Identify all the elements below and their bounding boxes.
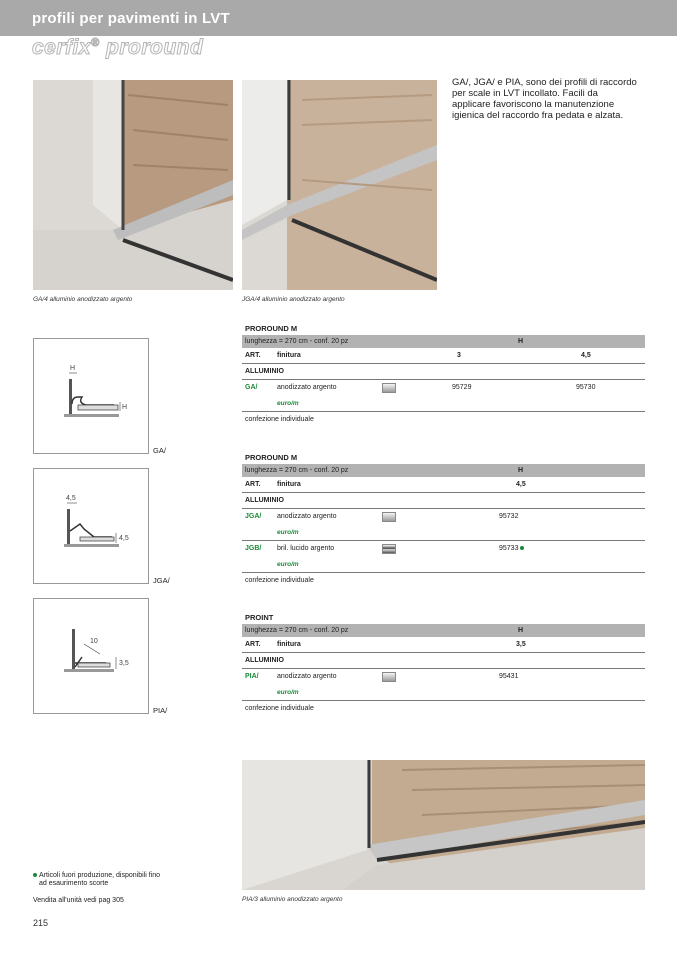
h-value: 3 <box>457 352 461 359</box>
caption-photo-pia: PIA/3 alluminio anodizzato argento <box>242 896 343 903</box>
finish-name: bril. lucido argento <box>277 545 335 552</box>
material-label: ALLUMINIO <box>245 497 284 504</box>
unit-label: euro/m <box>277 529 299 536</box>
art-header: ART. <box>245 481 261 488</box>
unit-label: euro/m <box>277 400 299 407</box>
finish-name: anodizzato argento <box>277 673 337 680</box>
discontinued-dot-icon <box>33 873 37 877</box>
brand-suffix: proround <box>106 36 204 59</box>
diagram-jga-dim-top: 4,5 <box>66 495 76 502</box>
unit-label: euro/m <box>277 561 299 568</box>
finish-swatch <box>382 544 396 554</box>
finish-header: finitura <box>277 641 301 648</box>
caption-photo-ga: GA/4 alluminio anodizzato argento <box>33 296 133 303</box>
table-title: PROROUND M <box>245 324 298 333</box>
spec-text: lunghezza = 270 cm - conf. 20 pz <box>245 467 349 474</box>
caption-photo-jga: JGA/4 alluminio anodizzato argento <box>242 296 345 303</box>
diagram-pia-dim-top: 10 <box>90 638 98 645</box>
table-proround-ga <box>242 323 645 428</box>
material-row <box>242 364 645 380</box>
intro-text: GA/, JGA/ e PIA, sono dei profili di raccordo per scale in LVT incollato. Facili da applicare favoriscono la manutenzione igienica del raccordo fra pedata e alzata. <box>452 77 637 121</box>
product-code: 95733 <box>499 545 519 552</box>
packaging-text: confezione individuale <box>245 577 314 584</box>
finish-header: finitura <box>277 352 301 359</box>
finish-name: anodizzato argento <box>277 513 337 520</box>
brand-logo <box>32 36 203 60</box>
finish-swatch <box>382 383 396 393</box>
table-header-row <box>242 637 645 653</box>
product-photo-ga <box>33 80 233 290</box>
packaging-text: confezione individuale <box>245 416 314 423</box>
art-header: ART. <box>245 352 261 359</box>
h-value: 4,5 <box>516 481 526 488</box>
art-code: PIA/ <box>245 673 259 680</box>
table-title: PROROUND M <box>245 453 298 462</box>
product-code: 95730 <box>576 384 596 391</box>
finish-swatch <box>382 672 396 682</box>
page-title: profili per pavimenti in LVT <box>32 10 230 27</box>
table-spec-row <box>242 624 645 637</box>
diagram-ga-dim-side: H <box>122 404 128 411</box>
material-row <box>242 653 645 669</box>
material-row <box>242 493 645 509</box>
diagram-jga-label: JGA/ <box>153 576 170 585</box>
table-spec-row <box>242 335 645 348</box>
packaging-row <box>242 701 645 717</box>
brand-name: cerfix <box>32 36 92 59</box>
finish-swatch <box>382 512 396 522</box>
packaging-row <box>242 412 645 428</box>
table-spec-row <box>242 464 645 477</box>
diagram-ga-dim-top: H <box>70 365 76 372</box>
footnote-line1: Articoli fuori produzione, disponibili fino <box>39 872 161 879</box>
header-bar <box>0 0 677 36</box>
brand-reg: ® <box>91 37 100 49</box>
art-code: JGA/ <box>245 513 262 520</box>
page-number: 215 <box>33 918 49 928</box>
table-row <box>242 541 645 557</box>
product-photo-pia <box>242 760 645 890</box>
diagram-pia-dim-side: 3,5 <box>119 660 129 667</box>
table-header-row <box>242 477 645 493</box>
h-header: H <box>518 627 524 634</box>
diagram-ga <box>33 338 149 454</box>
footnote-line2: ad esaurimento scorte <box>39 880 109 887</box>
sale-note: Vendita all'unità vedi pag 305 <box>33 897 124 904</box>
unit-row <box>242 396 645 412</box>
table-header-row <box>242 348 645 364</box>
discontinued-dot-icon <box>520 546 524 550</box>
table-row <box>242 380 645 396</box>
table-proint-pia <box>242 612 645 717</box>
product-photo-jga <box>242 80 437 290</box>
material-label: ALLUMINIO <box>245 368 284 375</box>
table-row <box>242 669 645 685</box>
spec-text: lunghezza = 270 cm - conf. 20 pz <box>245 338 349 345</box>
unit-row <box>242 557 645 573</box>
unit-row <box>242 685 645 701</box>
diagram-ga-label: GA/ <box>153 446 166 455</box>
art-code: GA/ <box>245 384 258 391</box>
art-header: ART. <box>245 641 261 648</box>
packaging-text: confezione individuale <box>245 705 314 712</box>
h-header: H <box>518 338 524 345</box>
diagram-pia <box>33 598 149 714</box>
h-header: H <box>518 467 524 474</box>
unit-row <box>242 525 645 541</box>
spec-text: lunghezza = 270 cm - conf. 20 pz <box>245 627 349 634</box>
product-code: 95431 <box>499 673 519 680</box>
art-code: JGB/ <box>245 545 262 552</box>
table-row <box>242 509 645 525</box>
finish-name: anodizzato argento <box>277 384 337 391</box>
product-code: 95732 <box>499 513 519 520</box>
h-value: 3,5 <box>516 641 526 648</box>
product-code: 95729 <box>452 384 472 391</box>
material-label: ALLUMINIO <box>245 657 284 664</box>
diagram-jga-dim-side: 4,5 <box>119 535 129 542</box>
diagram-pia-label: PIA/ <box>153 706 168 715</box>
diagram-jga <box>33 468 149 584</box>
packaging-row <box>242 573 645 589</box>
discontinued-footnote <box>33 872 160 888</box>
unit-label: euro/m <box>277 689 299 696</box>
finish-header: finitura <box>277 481 301 488</box>
h-value: 4,5 <box>581 352 591 359</box>
table-proround-jga <box>242 452 645 589</box>
table-title: PROINT <box>245 613 274 622</box>
